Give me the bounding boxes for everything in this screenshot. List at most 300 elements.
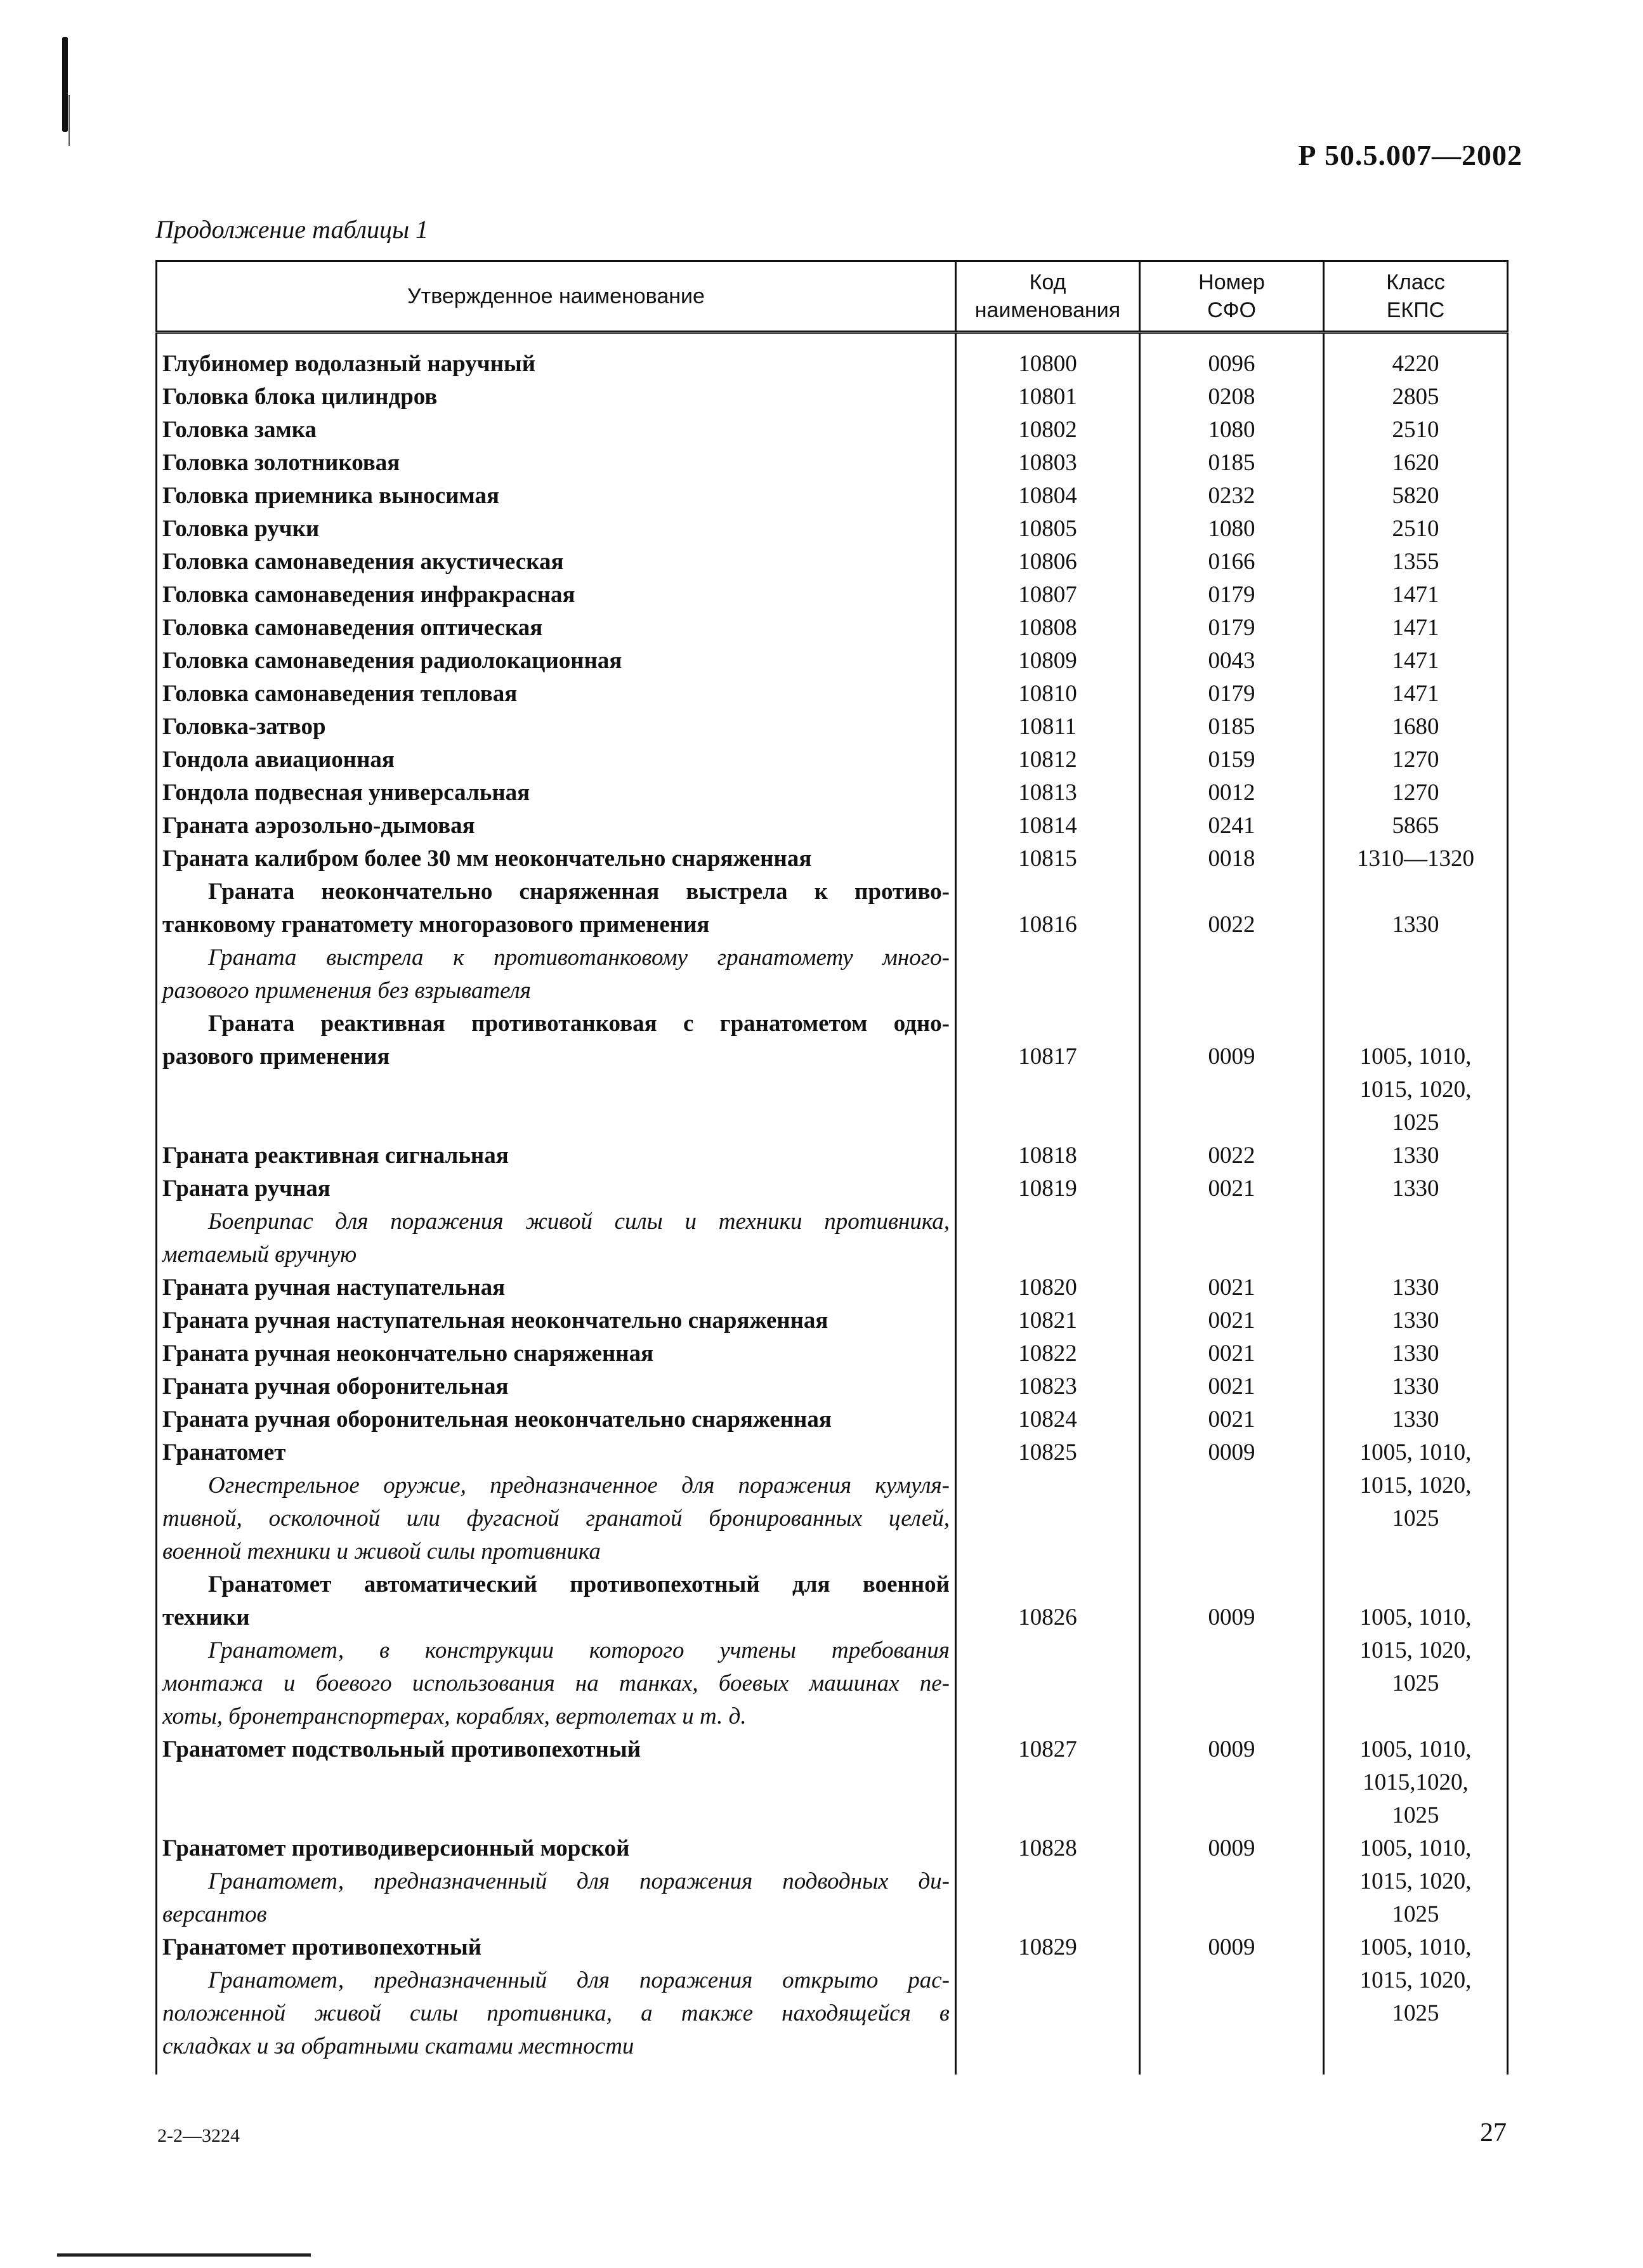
cell-sfo	[1140, 1304, 1324, 1337]
cell-ekps	[1324, 381, 1508, 414]
cell-sfo	[1140, 1370, 1324, 1403]
cell-ekps-value: 1025	[1392, 1901, 1439, 1927]
cell-sfo-value: 0159	[1208, 747, 1255, 773]
cell-sfo-value: 0021	[1208, 1406, 1255, 1432]
cell-code	[956, 1832, 1140, 1931]
cell-ekps	[1324, 579, 1508, 612]
cell-sfo	[1140, 381, 1324, 414]
item-name-line: Граната ручная оборонительная неокончательно снаряженная	[162, 1406, 832, 1432]
cell-code-value: 10800	[1018, 351, 1077, 377]
table-row	[157, 513, 1508, 546]
cell-ekps	[1324, 546, 1508, 579]
cell-sfo	[1140, 645, 1324, 678]
item-name-line: Головка блока цилиндров	[162, 384, 438, 410]
item-name-line: Головка самонаведения акустическая	[162, 549, 564, 575]
cell-sfo-value: 0241	[1208, 813, 1255, 839]
cell-code-value: 10829	[1018, 1934, 1077, 1960]
cell-name	[157, 612, 956, 645]
cell-code-value: 10816	[1018, 912, 1077, 938]
cell-code	[956, 842, 1140, 875]
item-name-line: Головка-затвор	[162, 714, 326, 740]
item-description-line: Гранатомет, предназначенный для поражения открыто рас-	[208, 1967, 950, 1993]
cell-code	[956, 1370, 1140, 1403]
cell-sfo-value: 0009	[1208, 1934, 1255, 1960]
cell-name	[157, 414, 956, 447]
cell-name	[157, 1139, 956, 1172]
cell-code	[956, 777, 1140, 810]
item-name-line: Гранатомет автоматический противопехотный для военной	[208, 1571, 950, 1597]
cell-ekps	[1324, 711, 1508, 744]
cell-sfo	[1140, 1007, 1324, 1139]
table-row	[157, 1337, 1508, 1370]
table-row	[157, 1007, 1508, 1139]
cell-code-value: 10819	[1018, 1176, 1077, 1202]
table-row	[157, 612, 1508, 645]
cell-name	[157, 711, 956, 744]
cell-ekps	[1324, 842, 1508, 875]
cell-code-value: 10818	[1018, 1143, 1077, 1169]
cell-ekps-value: 1471	[1392, 582, 1439, 608]
item-name-line	[157, 1106, 955, 1139]
cell-name	[157, 579, 956, 612]
cell-name	[157, 1733, 956, 1832]
cell-code-value	[957, 1568, 1139, 1601]
cell-name	[157, 381, 956, 414]
cell-code	[956, 447, 1140, 480]
item-name-line: Граната ручная	[162, 1176, 331, 1202]
cell-name	[157, 1832, 956, 1931]
cell-sfo-value: 0009	[1208, 1736, 1255, 1762]
cell-ekps-value: 1471	[1392, 615, 1439, 641]
cell-ekps-value: 2805	[1392, 384, 1439, 410]
item-name-line: Головка приемника выносимая	[162, 483, 500, 509]
cell-name	[157, 447, 956, 480]
cell-ekps	[1324, 645, 1508, 678]
item-name-line: Головка самонаведения оптическая	[162, 615, 543, 641]
item-name-line: Гранатомет противопехотный	[162, 1934, 482, 1960]
cell-code	[956, 1337, 1140, 1370]
cell-ekps	[1324, 414, 1508, 447]
cell-ekps-value: 1015, 1020,	[1359, 1077, 1472, 1103]
cell-sfo-value: 1080	[1208, 417, 1255, 443]
cell-ekps-value: 1330	[1392, 1373, 1439, 1399]
cell-sfo	[1140, 810, 1324, 842]
item-description-line: метаемый вручную	[162, 1242, 357, 1268]
item-name-line: Гондола авиационная	[162, 747, 395, 773]
cell-sfo	[1140, 744, 1324, 777]
cell-ekps	[1324, 513, 1508, 546]
cell-code	[956, 645, 1140, 678]
item-name-line: Граната ручная наступательная	[162, 1275, 506, 1301]
cell-name	[157, 1568, 956, 1733]
table-row	[157, 1832, 1508, 1931]
cell-sfo	[1140, 1733, 1324, 1832]
cell-name	[157, 842, 956, 875]
table-row	[157, 645, 1508, 678]
cell-ekps-value: 1005, 1010,	[1359, 1604, 1472, 1630]
cell-sfo-value: 0021	[1208, 1373, 1255, 1399]
cell-ekps	[1324, 1304, 1508, 1337]
cell-ekps	[1324, 1370, 1508, 1403]
cell-ekps-value: 1270	[1392, 747, 1439, 773]
cell-code	[956, 480, 1140, 513]
cell-ekps-value: 1680	[1392, 714, 1439, 740]
item-description-line: Граната выстрела к противотанковому гранатомету много-	[208, 945, 950, 971]
cell-sfo	[1140, 1931, 1324, 2075]
column-header-code: Код наименования	[956, 261, 1140, 332]
cell-name	[157, 645, 956, 678]
cell-sfo	[1140, 1271, 1324, 1304]
cell-code	[956, 1271, 1140, 1304]
cell-ekps	[1324, 1139, 1508, 1172]
cell-name	[157, 1403, 956, 1436]
cell-code	[956, 1931, 1140, 2075]
cell-code-value: 10807	[1018, 582, 1077, 608]
cell-ekps-value: 1330	[1392, 1340, 1439, 1367]
cell-code-value: 10822	[1018, 1340, 1077, 1367]
cell-ekps	[1324, 1172, 1508, 1271]
table-row	[157, 1271, 1508, 1304]
cell-sfo-value	[1141, 1568, 1323, 1601]
cell-sfo	[1140, 513, 1324, 546]
item-description-line: версантов	[162, 1901, 267, 1927]
scan-mark	[69, 95, 70, 146]
cell-ekps-value: 1330	[1392, 1406, 1439, 1432]
cell-code	[956, 1139, 1140, 1172]
cell-ekps-value: 1005, 1010,	[1359, 1439, 1472, 1465]
table-row	[157, 1139, 1508, 1172]
column-header-name: Утвержденное наименование	[157, 261, 956, 332]
cell-sfo-value: 0185	[1208, 714, 1255, 740]
cell-sfo-value: 0021	[1208, 1340, 1255, 1367]
cell-code	[956, 678, 1140, 711]
item-description-line: Гранатомет, в конструкции которого учтены требования	[208, 1637, 950, 1663]
table-row	[157, 1172, 1508, 1271]
cell-code-value: 10828	[1018, 1835, 1077, 1861]
cell-code	[956, 579, 1140, 612]
cell-sfo-value	[1141, 875, 1323, 908]
cell-code-value	[957, 1007, 1139, 1040]
table-row	[157, 1568, 1508, 1733]
cell-name	[157, 1304, 956, 1337]
cell-sfo	[1140, 447, 1324, 480]
cell-ekps-value: 1330	[1392, 1308, 1439, 1334]
table-row	[157, 1733, 1508, 1832]
cell-name	[157, 546, 956, 579]
item-name-line: танковому гранатомету многоразового применения	[162, 912, 710, 938]
cell-sfo-value: 0022	[1208, 1143, 1255, 1169]
cell-code-value: 10815	[1018, 846, 1077, 872]
cell-name	[157, 480, 956, 513]
cell-ekps	[1324, 1271, 1508, 1304]
cell-code-value: 10811	[1018, 714, 1077, 740]
table-row	[157, 744, 1508, 777]
cell-ekps-value: 1015,1020,	[1363, 1769, 1469, 1795]
cell-sfo-value: 0021	[1208, 1275, 1255, 1301]
table-row	[157, 678, 1508, 711]
table-row	[157, 810, 1508, 842]
item-name-line: Гранатомет противодиверсионный морской	[162, 1835, 630, 1861]
item-description-line: положенной живой силы противника, а также находящейся в	[162, 2000, 950, 2026]
cell-sfo-value: 1080	[1208, 516, 1255, 542]
item-name-line: Головка самонаведения радиолокационная	[162, 648, 622, 674]
item-name-line: Гондола подвесная универсальная	[162, 780, 530, 806]
table-row	[157, 381, 1508, 414]
cell-code-value: 10802	[1018, 417, 1077, 443]
cell-sfo-value: 0096	[1208, 351, 1255, 377]
item-description-line: Гранатомет, предназначенный для поражения подводных ди-	[208, 1868, 950, 1894]
cell-ekps-value: 1471	[1392, 681, 1439, 707]
cell-ekps-value	[1325, 1007, 1507, 1040]
item-name-line: Граната реактивная сигнальная	[162, 1143, 509, 1169]
cell-ekps-value	[1325, 1568, 1507, 1601]
item-name-line: Головка ручки	[162, 516, 320, 542]
cell-code-value: 10821	[1018, 1308, 1077, 1334]
item-name-line: Головка самонаведения тепловая	[162, 681, 518, 707]
item-name-line	[157, 1799, 955, 1832]
cell-sfo-value: 0043	[1208, 648, 1255, 674]
cell-code	[956, 744, 1140, 777]
cell-code-value: 10804	[1018, 483, 1077, 509]
cell-name	[157, 513, 956, 546]
cell-code-value: 10808	[1018, 615, 1077, 641]
cell-name	[157, 810, 956, 842]
cell-ekps	[1324, 1733, 1508, 1832]
column-header-ekps: Класс ЕКПС	[1324, 261, 1508, 332]
cell-sfo	[1140, 1403, 1324, 1436]
item-description-line: военной техники и живой силы противника	[162, 1538, 601, 1564]
cell-code	[956, 414, 1140, 447]
cell-ekps	[1324, 1007, 1508, 1139]
cell-name	[157, 332, 956, 381]
cell-code-value: 10809	[1018, 648, 1077, 674]
cell-name	[157, 1007, 956, 1139]
cell-ekps	[1324, 447, 1508, 480]
cell-sfo-value: 0022	[1208, 912, 1255, 938]
cell-ekps	[1324, 1436, 1508, 1568]
cell-code-value: 10827	[1018, 1736, 1077, 1762]
item-name-line: Головка золотниковая	[162, 450, 400, 476]
cell-sfo	[1140, 842, 1324, 875]
cell-ekps	[1324, 875, 1508, 1007]
item-description-line: складках и за обратными скатами местности	[162, 2033, 634, 2059]
cell-sfo	[1140, 332, 1324, 381]
cell-sfo	[1140, 612, 1324, 645]
cell-ekps	[1324, 810, 1508, 842]
cell-ekps	[1324, 1568, 1508, 1733]
cell-ekps	[1324, 1403, 1508, 1436]
cell-ekps-value: 1310—1320	[1357, 846, 1474, 872]
cell-ekps-value: 5820	[1392, 483, 1439, 509]
cell-ekps-value: 1025	[1392, 1110, 1439, 1136]
item-name-line: Граната аэрозольно-дымовая	[162, 813, 475, 839]
scan-mark	[62, 37, 68, 132]
cell-code-value: 10806	[1018, 549, 1077, 575]
cell-name	[157, 1436, 956, 1568]
cell-name	[157, 1337, 956, 1370]
cell-code-value: 10826	[1018, 1604, 1077, 1630]
cell-ekps	[1324, 1337, 1508, 1370]
item-description-line: разового применения без взрывателя	[162, 978, 531, 1004]
cell-ekps-value: 1005, 1010,	[1359, 1835, 1472, 1861]
cell-code	[956, 1436, 1140, 1568]
cell-name	[157, 1172, 956, 1271]
cell-ekps-value: 1330	[1392, 1275, 1439, 1301]
table-caption: Продолжение таблицы 1	[155, 215, 429, 244]
table-row	[157, 447, 1508, 480]
cell-sfo	[1140, 579, 1324, 612]
cell-sfo-value: 0018	[1208, 846, 1255, 872]
cell-ekps-value: 1471	[1392, 648, 1439, 674]
item-name-line: техники	[162, 1604, 250, 1630]
table-row	[157, 579, 1508, 612]
cell-code	[956, 1403, 1140, 1436]
cell-sfo	[1140, 777, 1324, 810]
cell-ekps-value: 1330	[1392, 1143, 1439, 1169]
table-row	[157, 777, 1508, 810]
cell-sfo-value: 0185	[1208, 450, 1255, 476]
item-name-line: Граната калибром более 30 мм неокончательно снаряженная	[162, 846, 812, 872]
item-name-line: Граната ручная неокончательно снаряженная	[162, 1340, 654, 1367]
cell-ekps-value: 1355	[1392, 549, 1439, 575]
cell-code-value: 10813	[1018, 780, 1077, 806]
cell-sfo	[1140, 1139, 1324, 1172]
cell-sfo-value: 0021	[1208, 1176, 1255, 1202]
cell-ekps-value: 1015, 1020,	[1359, 1637, 1472, 1663]
item-name-line: Граната реактивная противотанковая с гранатометом одно-	[208, 1011, 950, 1037]
table-row	[157, 875, 1508, 1007]
cell-ekps-value: 1005, 1010,	[1359, 1736, 1472, 1762]
cell-code	[956, 1733, 1140, 1832]
cell-sfo-value: 0232	[1208, 483, 1255, 509]
table-row	[157, 546, 1508, 579]
table-body	[157, 332, 1508, 2075]
table-row	[157, 332, 1508, 381]
cell-ekps-value: 1330	[1392, 1176, 1439, 1202]
cell-name	[157, 1931, 956, 2075]
cell-ekps-value: 1025	[1392, 2000, 1439, 2026]
cell-name	[157, 777, 956, 810]
table-row	[157, 842, 1508, 875]
cell-ekps	[1324, 1832, 1508, 1931]
cell-ekps-value: 5865	[1392, 813, 1439, 839]
cell-code	[956, 1304, 1140, 1337]
cell-ekps-value: 1025	[1392, 1802, 1439, 1828]
cell-code-value: 10812	[1018, 747, 1077, 773]
cell-sfo-value: 0179	[1208, 615, 1255, 641]
cell-code-value: 10814	[1018, 813, 1077, 839]
cell-ekps	[1324, 612, 1508, 645]
cell-ekps	[1324, 480, 1508, 513]
cell-ekps	[1324, 777, 1508, 810]
cell-code	[956, 1007, 1140, 1139]
cell-ekps-value: 1015, 1020,	[1359, 1868, 1472, 1894]
cell-ekps-value: 2510	[1392, 417, 1439, 443]
cell-code-value: 10823	[1018, 1373, 1077, 1399]
cell-name	[157, 875, 956, 1007]
item-name-line: Граната неокончательно снаряженная выстрела к противо-	[208, 879, 950, 905]
cell-ekps-value: 4220	[1392, 351, 1439, 377]
cell-ekps	[1324, 678, 1508, 711]
table-row	[157, 1931, 1508, 2075]
item-description-line: Огнестрельное оружие, предназначенное для поражения кумуля-	[208, 1472, 950, 1498]
page-number: 27	[1480, 2118, 1507, 2147]
cell-sfo	[1140, 711, 1324, 744]
column-header-sfo: Номер СФО	[1140, 261, 1324, 332]
cell-code	[956, 1568, 1140, 1733]
item-name-line	[157, 1766, 955, 1799]
cell-ekps-value: 2510	[1392, 516, 1439, 542]
cell-ekps-value: 1005, 1010,	[1359, 1934, 1472, 1960]
cell-ekps	[1324, 332, 1508, 381]
cell-code-value: 10803	[1018, 450, 1077, 476]
cell-code-value: 10805	[1018, 516, 1077, 542]
item-name-line: Граната ручная наступательная неокончательно снаряженная	[162, 1308, 828, 1334]
cell-sfo	[1140, 1568, 1324, 1733]
table-row	[157, 1370, 1508, 1403]
item-description-line: хоты, бронетранспортерах, кораблях, вертолетах и т. д.	[162, 1703, 747, 1729]
table-row	[157, 711, 1508, 744]
table-row	[157, 1403, 1508, 1436]
item-name-line: Граната ручная оборонительная	[162, 1373, 509, 1399]
cell-code-value: 10825	[1018, 1439, 1077, 1465]
cell-ekps-value: 1005, 1010,	[1359, 1044, 1472, 1070]
cell-ekps-value: 1620	[1392, 450, 1439, 476]
cell-code	[956, 875, 1140, 1007]
item-name-line: Глубиномер водолазный наручный	[162, 351, 536, 377]
cell-code	[956, 546, 1140, 579]
item-description-line: монтажа и боевого использования на танках, боевых машинах пе-	[162, 1670, 950, 1696]
cell-sfo	[1140, 678, 1324, 711]
cell-sfo-value: 0009	[1208, 1835, 1255, 1861]
cell-ekps-value	[1325, 875, 1507, 908]
cell-ekps	[1324, 744, 1508, 777]
table-row	[157, 1436, 1508, 1568]
item-description-line: Боеприпас для поражения живой силы и техники противника,	[208, 1209, 950, 1235]
cell-code	[956, 612, 1140, 645]
document-number: Р 50.5.007—2002	[1298, 139, 1522, 171]
cell-code	[956, 711, 1140, 744]
cell-code-value	[957, 875, 1139, 908]
items-table	[155, 260, 1509, 2075]
cell-sfo-value: 0208	[1208, 384, 1255, 410]
table-row	[157, 1304, 1508, 1337]
table-header-row	[157, 261, 1508, 332]
cell-sfo	[1140, 875, 1324, 1007]
cell-code-value: 10824	[1018, 1406, 1077, 1432]
cell-name	[157, 1370, 956, 1403]
scan-mark	[57, 2253, 311, 2257]
cell-sfo-value: 0179	[1208, 582, 1255, 608]
cell-sfo	[1140, 480, 1324, 513]
item-name-line	[157, 1073, 955, 1106]
cell-name	[157, 1271, 956, 1304]
cell-sfo-value	[1141, 1007, 1323, 1040]
cell-sfo-value: 0009	[1208, 1439, 1255, 1465]
item-name-line: Гранатомет	[162, 1439, 286, 1465]
cell-code-value: 10820	[1018, 1275, 1077, 1301]
cell-sfo-value: 0009	[1208, 1044, 1255, 1070]
cell-sfo	[1140, 1832, 1324, 1931]
cell-ekps-value: 1025	[1392, 1670, 1439, 1696]
cell-name	[157, 678, 956, 711]
cell-ekps-value: 1025	[1392, 1505, 1439, 1531]
cell-code	[956, 1172, 1140, 1271]
table-row	[157, 414, 1508, 447]
item-name-line: Головка самонаведения инфракрасная	[162, 582, 575, 608]
cell-sfo-value: 0179	[1208, 681, 1255, 707]
cell-sfo-value: 0012	[1208, 780, 1255, 806]
